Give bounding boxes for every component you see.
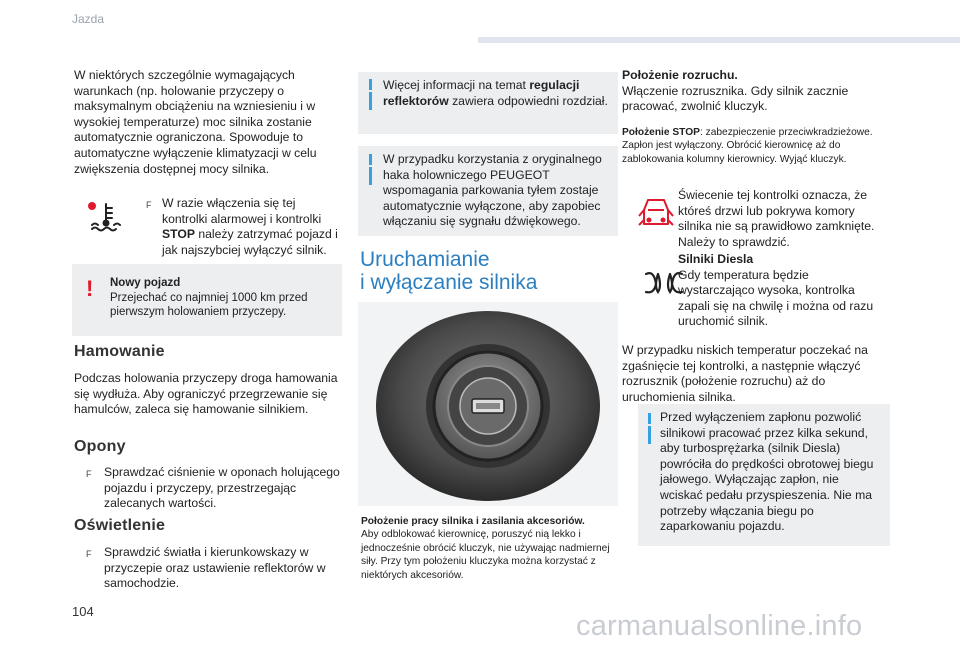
- lighting-text: Sprawdzić światła i kierunkowskazy w przyczepie oraz ustawienie reflektorów w samochodzie.: [104, 545, 326, 591]
- section-title: Uruchamianie i wyłączanie silnika: [360, 248, 538, 294]
- door-warning-text: Świecenie tej kontrolki oznacza, że któreś drzwi lub pokrywa komory silnika nie są prawidłowo zamknięte. Należy to sprawdzić.: [678, 188, 875, 249]
- header-bar: [478, 37, 960, 43]
- lighting-heading: Oświetlenie: [74, 517, 166, 534]
- info-box-shutdown: [638, 404, 890, 546]
- cold-start-text: W przypadku niskich temperatur poczekać na zgaśnięcie tej kontrolki, a następnie włączyć rozrusznik (położenie rozruchu) aż do uruchomienia silnika.: [622, 343, 868, 404]
- info-box-parking: [358, 146, 618, 236]
- info-box-headlamps: Więcej informacji na temat regulacji reflektorów zawiera odpowiedni rozdział.: [358, 72, 618, 134]
- diesel-note: Silniki Diesla Gdy temperatura będzie wystarczająco wysoka, kontrolka zapali się na chwilę i można od razu uruchomić silnik.: [678, 252, 874, 329]
- warning-title: Nowy pojazd: [110, 277, 181, 289]
- parking-info-text: W przypadku korzystania z oryginalnego haka holowniczego PEUGEOT wspomagania parkowania tyłem zostaje automatycznie wyłączone, aby zapobiec włączaniu się sygnału dźwiękowego.: [383, 152, 602, 229]
- temperature-note: W razie włączenia się tej kontrolki alarmowej i kontrolki STOP należy zatrzymać pojazd i jak najszybciej wyłączyć silnik.: [162, 196, 338, 257]
- coolant-temperature-icon: [86, 200, 126, 234]
- start-position: Położenie rozruchu. Włączenie rozrusznika. Gdy silnik zacznie pracować, zwolnić kluczyk.: [622, 68, 849, 114]
- watermark: carmanualsonline.info: [576, 610, 863, 642]
- ignition-caption: Położenie pracy silnika i zasilania akcesoriów. Aby odblokować kierownicę, poruszyć nią lekko i jednocześnie obrócić kluczyk, nie używając nadmiernej siły. Przy tym położeniu kluczyka można korzystać z niektórych akcesoriów.: [361, 516, 610, 581]
- braking-heading: Hamowanie: [74, 343, 165, 360]
- braking-text: Podczas holowania przyczepy droga hamowania się wydłuża. Aby ograniczyć przegrzewanie się hamulców, zaleca się hamowanie silnikiem.: [74, 371, 338, 417]
- ignition-lock-image: [358, 302, 618, 506]
- warning-icon: !: [86, 276, 94, 301]
- intro-paragraph: W niektórych szczególnie wymagających warunkach (np. holowanie przyczepy o maksymalnym obciążeniu na wzniesieniu i w wysokiej temperaturze) moc silnika zostanie automatycznie ograniczona. Spowoduje to automatyczne wyłączenie klimatyzacji w celu zwiększenia dostępnej mocy silnika.: [74, 68, 317, 176]
- door-open-icon: [636, 196, 676, 232]
- warning-box: [72, 264, 342, 336]
- tyres-heading: Opony: [74, 438, 126, 455]
- bullet-marker: F: [86, 549, 92, 559]
- section-header: Jazda: [72, 12, 105, 26]
- tyres-text: Sprawdzać ciśnienie w oponach holującego pojazdu i przyczepy, przestrzegając zalecanych wartości.: [104, 465, 340, 511]
- warning-text: Przejechać co najmniej 1000 km przed pierwszym holowaniem przyczepy.: [110, 291, 308, 319]
- stop-position: Położenie STOP: zabezpieczenie przeciwkradzieżowe. Zapłon jest wyłączony. Obrócić kierownicę aż do zablokowania kolumny kierownicy. Wyjąć kluczyk.: [622, 127, 873, 165]
- shutdown-info-text: Przed wyłączeniem zapłonu pozwolić silnikowi pracować przez kilka sekund, aby turbosprężarka (silnik Diesla) powróciła do prędkości obrotowej biegu jałowego. Wyłączając zapłon, nie wciskać pedału przyspieszenia. Nie ma potrzeby włączania biegu po zaparkowaniu pojazdu.: [660, 410, 874, 534]
- page-number: 104: [72, 604, 94, 619]
- bullet-marker: F: [86, 469, 92, 479]
- bullet-marker: F: [146, 200, 152, 210]
- ignition-illustration: [358, 302, 618, 506]
